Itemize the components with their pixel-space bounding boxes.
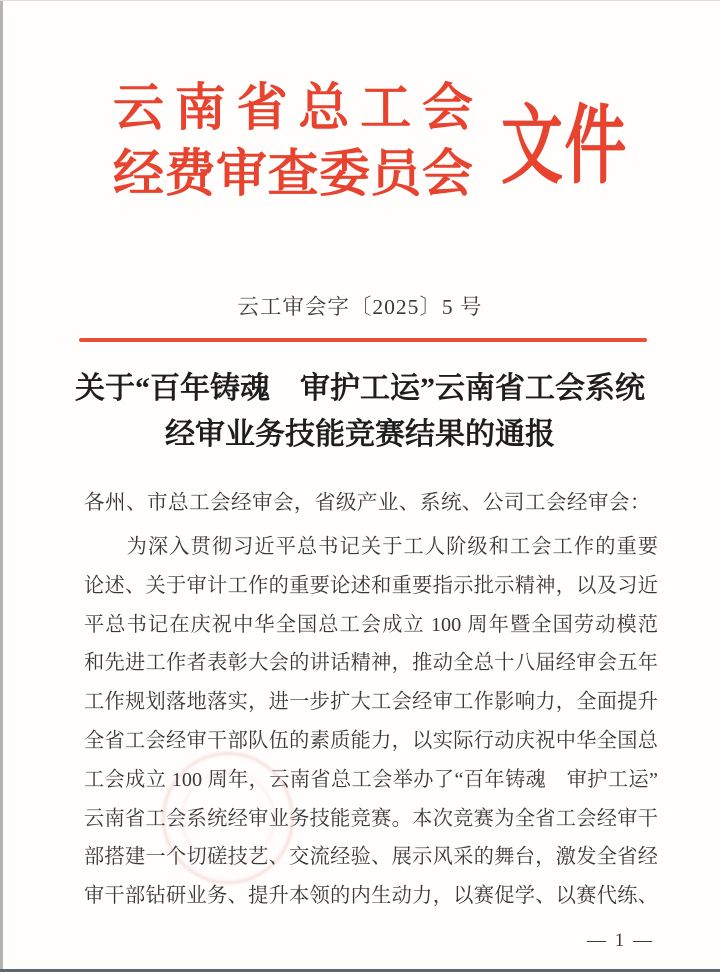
scan-edge-left — [0, 0, 3, 972]
salutation-line: 各州、市总工会经审会，省级产业、系统、公司工会经审会： — [84, 492, 651, 514]
letterhead-issuer — [113, 78, 473, 210]
document-title-line2: 经审业务技能竞赛结果的通报 — [165, 418, 555, 451]
document-title — [73, 366, 647, 458]
body-line: 和先进工作者表彰大会的讲话精神，推动全总十八届经审会五年 — [84, 652, 658, 675]
seal-ghost-watermark — [162, 752, 294, 884]
issuer-name-line2: 经 费 审 查 委 员 会 — [113, 147, 473, 203]
scan-edge-top — [0, 0, 720, 1]
body-line: 审干部钻研业务、提升本领的内生动力，以赛促学、以赛代练、 — [84, 885, 658, 908]
page-number: — 1 — — [587, 930, 654, 951]
document-number: 云工审会字〔2025〕5 号 — [237, 295, 483, 319]
body-line: 部搭建一个切磋技艺、交流经验、展示风采的舞台，激发全省经 — [84, 846, 658, 869]
document-title-line1: 关于“百年铸魂 审护工运”云南省工会系统 — [75, 372, 645, 405]
body-line: 云南省工会系统经审业务技能竞赛。本次竞赛为全省工会经审干 — [84, 807, 658, 830]
body-line: 平总书记在庆祝中华全国总工会成立 100 周年暨全国劳动模范 — [84, 613, 658, 636]
document-marker-wenjian: 文件 — [501, 98, 628, 194]
red-divider-line — [79, 338, 647, 342]
issuer-name-line1: 云 南 省 总 工 会 — [113, 81, 473, 137]
body-paragraph — [84, 528, 658, 916]
body-line: 论述、关于审计工作的重要论述和重要指示批示精神，以及习近 — [84, 574, 658, 597]
body-line: 为深入贯彻习近平总书记关于工人阶级和工会工作的重要 — [84, 536, 658, 558]
body-line: 工作规划落地落实，进一步扩大工会经审工作影响力，全面提升 — [84, 691, 658, 714]
body-line: 全省工会经审干部队伍的素质能力，以实际行动庆祝中华全国总 — [84, 729, 658, 752]
body-line: 工会成立 100 周年，云南省总工会举办了“百年铸魂 审护工运” — [84, 768, 658, 791]
